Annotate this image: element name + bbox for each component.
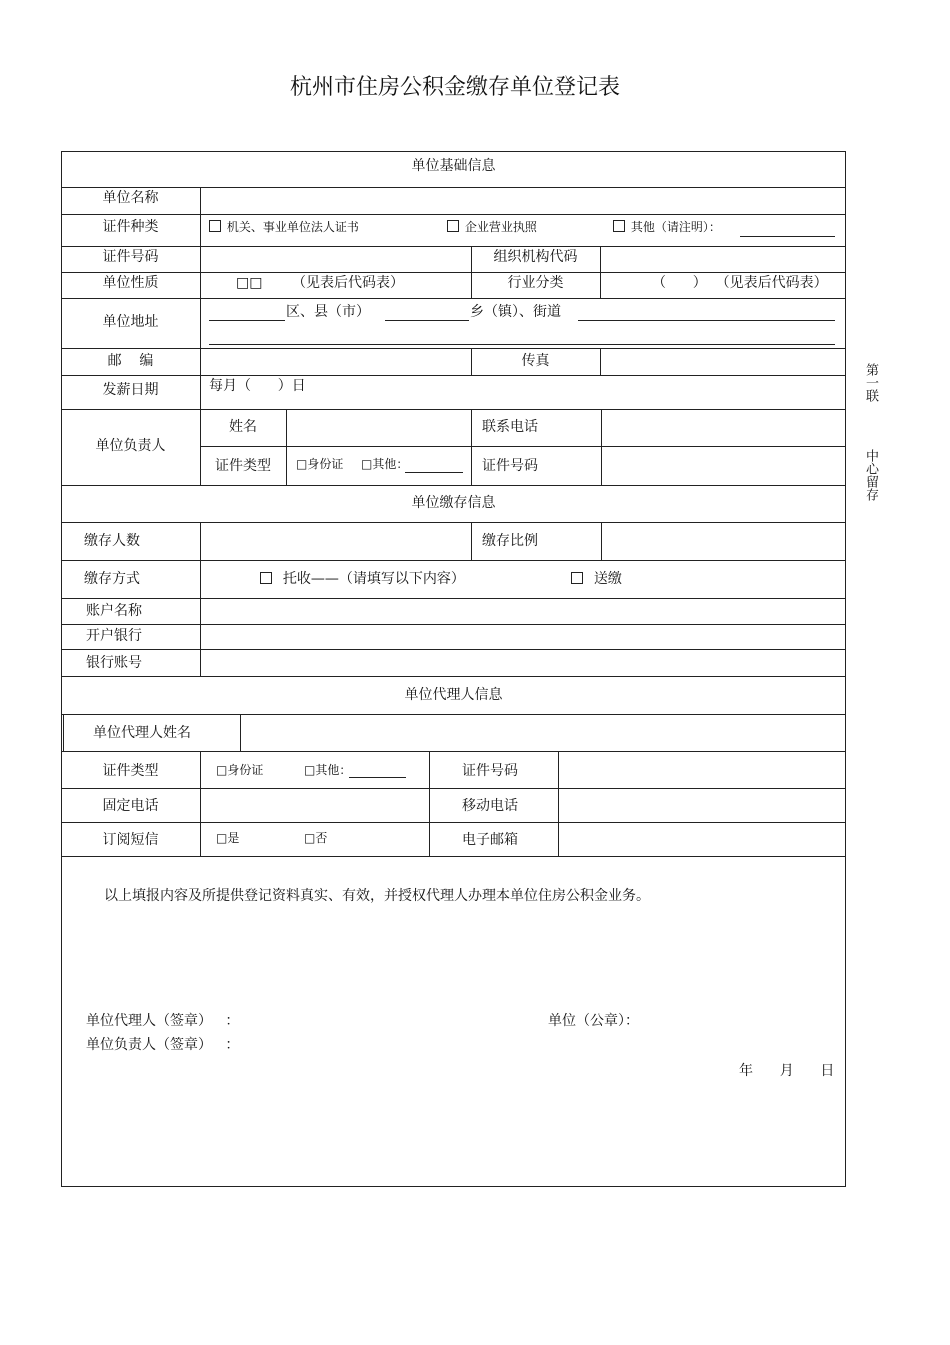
org-code-field[interactable] [601, 247, 845, 272]
date-label: 年 月 日 [739, 1063, 835, 1079]
deposit-count-label: 缴存人数 [84, 533, 140, 549]
side-note-part1: 第一联 [863, 363, 878, 402]
checkbox[interactable] [571, 572, 583, 584]
email-field[interactable] [559, 823, 845, 856]
mobile-label: 移动电话 [462, 798, 518, 814]
method-option-delivery[interactable]: 送缴 [571, 572, 622, 586]
email-label: 电子邮箱 [462, 832, 518, 848]
agent-id-option-idcard[interactable]: □身份证 [216, 763, 264, 777]
section-header-basic: 单位基础信息 [411, 158, 496, 174]
table-bottom-border [61, 1186, 846, 1187]
side-note-copy [861, 363, 877, 402]
sms-option-no[interactable]: □否 [304, 831, 328, 845]
agent-name-label: 单位代理人姓名 [93, 725, 191, 741]
address-district-text: 区、县（市） [286, 304, 370, 320]
leader-id-no-label: 证件号码 [482, 458, 538, 474]
industry-value[interactable]: （ ） （见表后代码表） [652, 275, 828, 291]
account-name-label: 账户名称 [86, 603, 142, 619]
account-no-field[interactable] [201, 650, 845, 676]
industry-label: 行业分类 [507, 275, 564, 291]
checkbox[interactable] [613, 220, 625, 232]
sms-label: 订阅短信 [102, 832, 159, 848]
mobile-field[interactable] [559, 789, 845, 822]
leader-id-option-idcard[interactable]: □身份证 [296, 457, 344, 471]
nature-code-boxes[interactable]: □□ [236, 275, 263, 291]
bank-field[interactable] [201, 625, 845, 649]
leader-id-other-underline[interactable] [405, 472, 463, 473]
address-district-blank[interactable] [209, 320, 285, 321]
landline-label: 固定电话 [102, 798, 159, 814]
leader-id-option-other[interactable]: □其他： [361, 457, 409, 471]
side-note-part2: 中心留存 [863, 449, 878, 501]
account-no-label: 银行账号 [86, 655, 142, 671]
address-label: 单位地址 [102, 314, 159, 330]
checkbox[interactable] [260, 572, 272, 584]
bank-label: 开户银行 [86, 628, 142, 644]
leader-signature-label: 单位负责人（签章） ： [86, 1037, 240, 1053]
unit-seal-label: 单位（公章）： [548, 1013, 639, 1029]
deposit-method-label: 缴存方式 [84, 571, 140, 587]
section-header-deposit: 单位缴存信息 [411, 495, 496, 511]
agent-id-type-label: 证件类型 [102, 763, 159, 779]
leader-id-no-field[interactable] [602, 447, 845, 485]
cert-option-business-license[interactable]: 企业营业执照 [447, 220, 537, 233]
agent-signature-label: 单位代理人（签章） ： [86, 1013, 240, 1029]
leader-phone-field[interactable] [602, 410, 845, 446]
deposit-count-field[interactable] [201, 523, 471, 560]
cert-option-institution[interactable]: 机关、事业单位法人证书 [209, 220, 359, 233]
postcode-field[interactable] [201, 349, 471, 375]
agent-id-other-underline[interactable] [349, 777, 406, 778]
address-line2-blank[interactable] [209, 344, 835, 345]
postcode-label: 邮 编 [107, 353, 154, 369]
cert-other-underline[interactable] [740, 236, 835, 237]
unit-name-label: 单位名称 [102, 190, 159, 206]
section-header-agent: 单位代理人信息 [404, 687, 503, 703]
page-title: 杭州市住房公积金缴存单位登记表 [289, 75, 620, 100]
agent-id-option-other[interactable]: □其他： [304, 763, 352, 777]
nature-hint: （见表后代码表） [292, 275, 404, 291]
declaration-text: 以上填报内容及所提供登记资料真实、有效，并授权代理人办理本单位住房公积金业务。 [104, 888, 650, 904]
landline-field[interactable] [201, 789, 429, 822]
checkbox[interactable] [209, 220, 221, 232]
account-name-field[interactable] [201, 599, 845, 624]
checkbox[interactable] [447, 220, 459, 232]
side-note-keep [861, 449, 877, 501]
leader-name-label: 姓名 [229, 419, 257, 435]
sms-option-yes[interactable]: □是 [216, 831, 240, 845]
table-right-border [845, 151, 846, 1187]
cert-option-other[interactable]: 其他（请注明）： [613, 220, 721, 233]
table-left-border [61, 151, 62, 1187]
payday-value[interactable]: 每月（ ）日 [209, 378, 306, 394]
leader-label: 单位负责人 [95, 438, 166, 454]
address-town-blank[interactable] [385, 320, 469, 321]
leader-id-type-label: 证件类型 [215, 458, 271, 474]
method-option-collection[interactable]: 托收——（请填写以下内容） [260, 572, 465, 586]
agent-id-no-label: 证件号码 [462, 763, 518, 779]
deposit-ratio-field[interactable] [602, 523, 845, 560]
cert-type-label: 证件种类 [102, 219, 159, 235]
agent-id-no-field[interactable] [559, 752, 845, 788]
org-code-label: 组织机构代码 [493, 249, 578, 265]
leader-phone-label: 联系电话 [482, 419, 538, 435]
agent-name-field[interactable] [241, 715, 845, 751]
cert-no-field[interactable] [201, 247, 471, 272]
cert-no-label: 证件号码 [102, 249, 159, 265]
deposit-ratio-label: 缴存比例 [482, 533, 538, 549]
address-street-blank[interactable] [578, 320, 835, 321]
unit-name-field[interactable] [201, 188, 845, 214]
fax-label: 传真 [521, 353, 550, 369]
table-top-border [61, 151, 846, 152]
leader-name-field[interactable] [287, 410, 471, 446]
address-town-text: 乡（镇）、街道 [470, 304, 561, 320]
fax-field[interactable] [601, 349, 845, 375]
payday-label: 发薪日期 [102, 382, 159, 398]
nature-label: 单位性质 [102, 275, 159, 291]
